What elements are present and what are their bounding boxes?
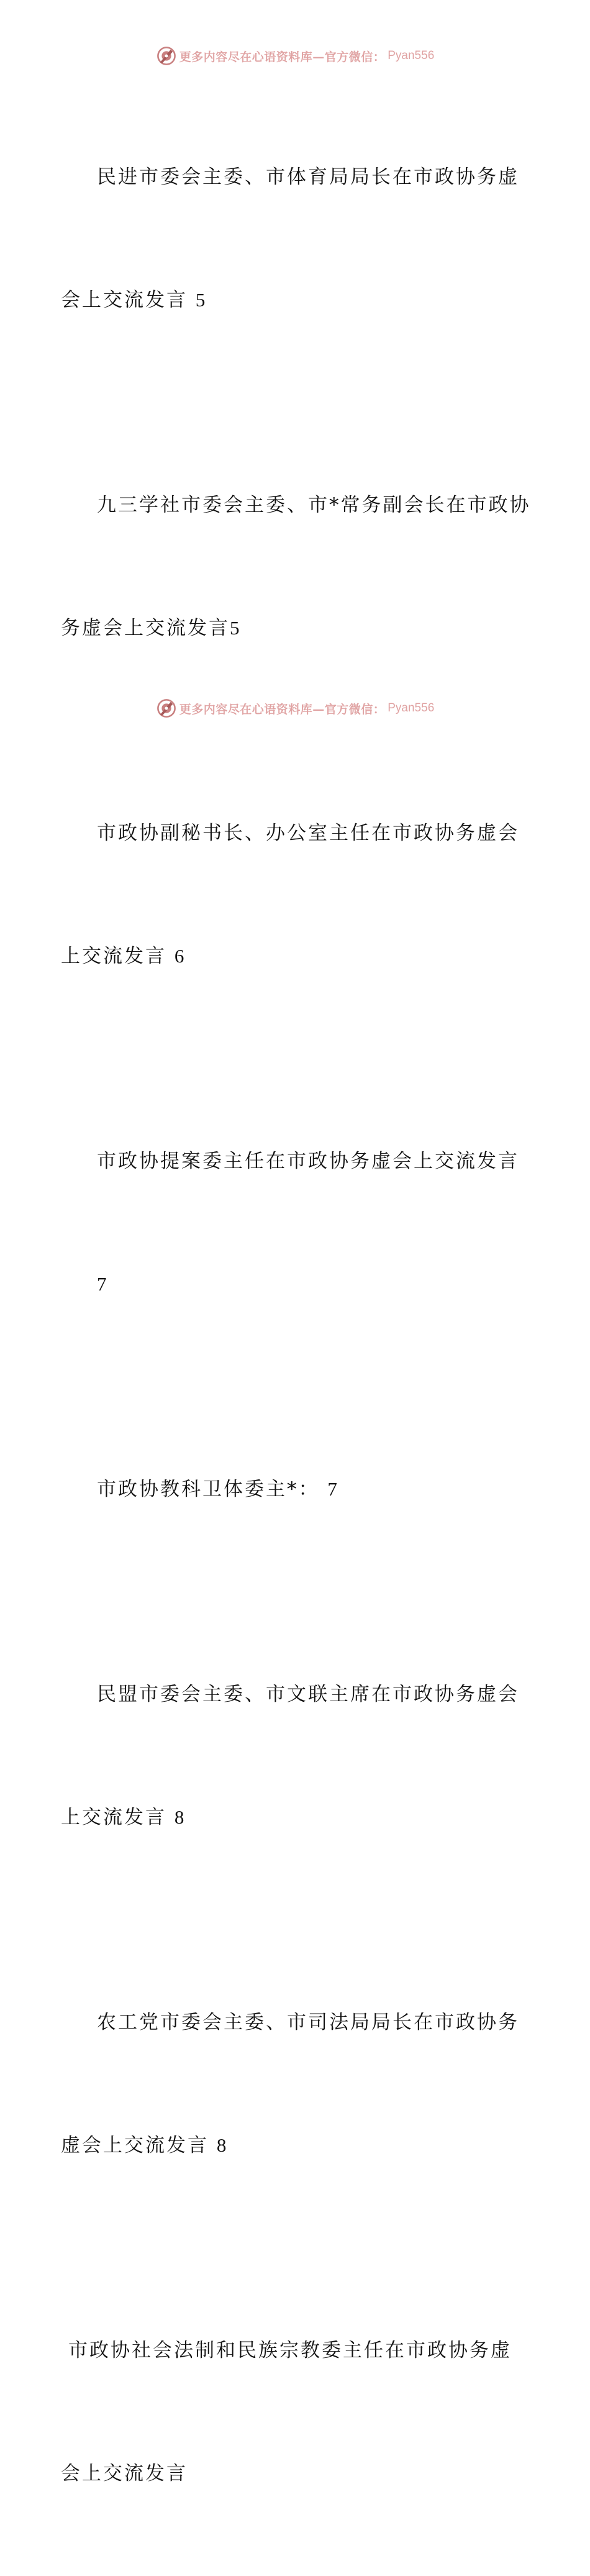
header-watermark xyxy=(0,43,590,68)
toc-page-number: 7 xyxy=(327,1478,337,1500)
footer-watermark xyxy=(0,696,590,721)
toc-entry xyxy=(61,403,533,731)
toc-page-number: 6 xyxy=(174,945,184,967)
toc-entry-title-cont: 会上交流发言 xyxy=(61,289,188,311)
toc-entry xyxy=(61,1387,533,1592)
toc-page-number: 8 xyxy=(216,2134,227,2156)
toc-page-number: 5 xyxy=(230,617,240,639)
toc-entry-title: 市政协社会法制和民族宗教委主任在市政协务虚 xyxy=(68,2339,512,2362)
toc-page-number: 7 xyxy=(97,1273,107,1295)
toc-entry xyxy=(61,2248,533,2576)
toc-entry-title: 市政协副秘书长、办公室主任在市政协务虚会 xyxy=(97,822,519,844)
toc-entry-title: 市政协提案委主任在市政协务虚会上交流发言 xyxy=(97,1150,519,1172)
toc-page-number: 5 xyxy=(195,289,206,311)
watermark-text: 更多内容尽在心语资料库—官方微信： xyxy=(179,50,386,64)
watermark-wechat-id: Pyan556 xyxy=(388,49,435,62)
toc-entry-title: 民进市委会主委、市体育局局长在市政协务虚 xyxy=(97,166,519,188)
pen-logo-icon xyxy=(156,45,177,66)
toc-entry xyxy=(61,731,533,1059)
toc-entry xyxy=(61,75,533,403)
toc-entry-title-cont: 上交流发言 xyxy=(61,1806,166,1829)
toc-entry xyxy=(61,1920,533,2248)
toc-entry-title-cont: 会上交流发言 xyxy=(61,2462,188,2485)
toc-entry-title: 九三学社市委会主委、市*常务副会长在市政协 xyxy=(97,494,531,516)
toc-entry-title-cont: 上交流发言 xyxy=(61,945,166,967)
toc-entry-title: 民盟市委会主委、市文联主席在市政协务虚会 xyxy=(97,1683,519,1706)
toc-entry-title-cont: 虚会上交流发言 xyxy=(61,2134,209,2157)
toc-entry xyxy=(61,1592,533,1920)
toc-entry xyxy=(61,1059,533,1387)
toc-page-number: 8 xyxy=(174,1806,184,1828)
table-of-contents xyxy=(61,75,533,2576)
toc-entry-title: 农工党市委会主委、市司法局局长在市政协务 xyxy=(97,2011,519,2034)
watermark-text: 更多内容尽在心语资料库—官方微信： xyxy=(179,702,386,716)
watermark-wechat-id: Pyan556 xyxy=(388,701,435,715)
toc-entry-title: 市政协教科卫体委主*： xyxy=(97,1478,320,1500)
pen-logo-icon xyxy=(156,698,177,719)
toc-entry-title-cont: 务虚会上交流发言 xyxy=(61,617,230,639)
